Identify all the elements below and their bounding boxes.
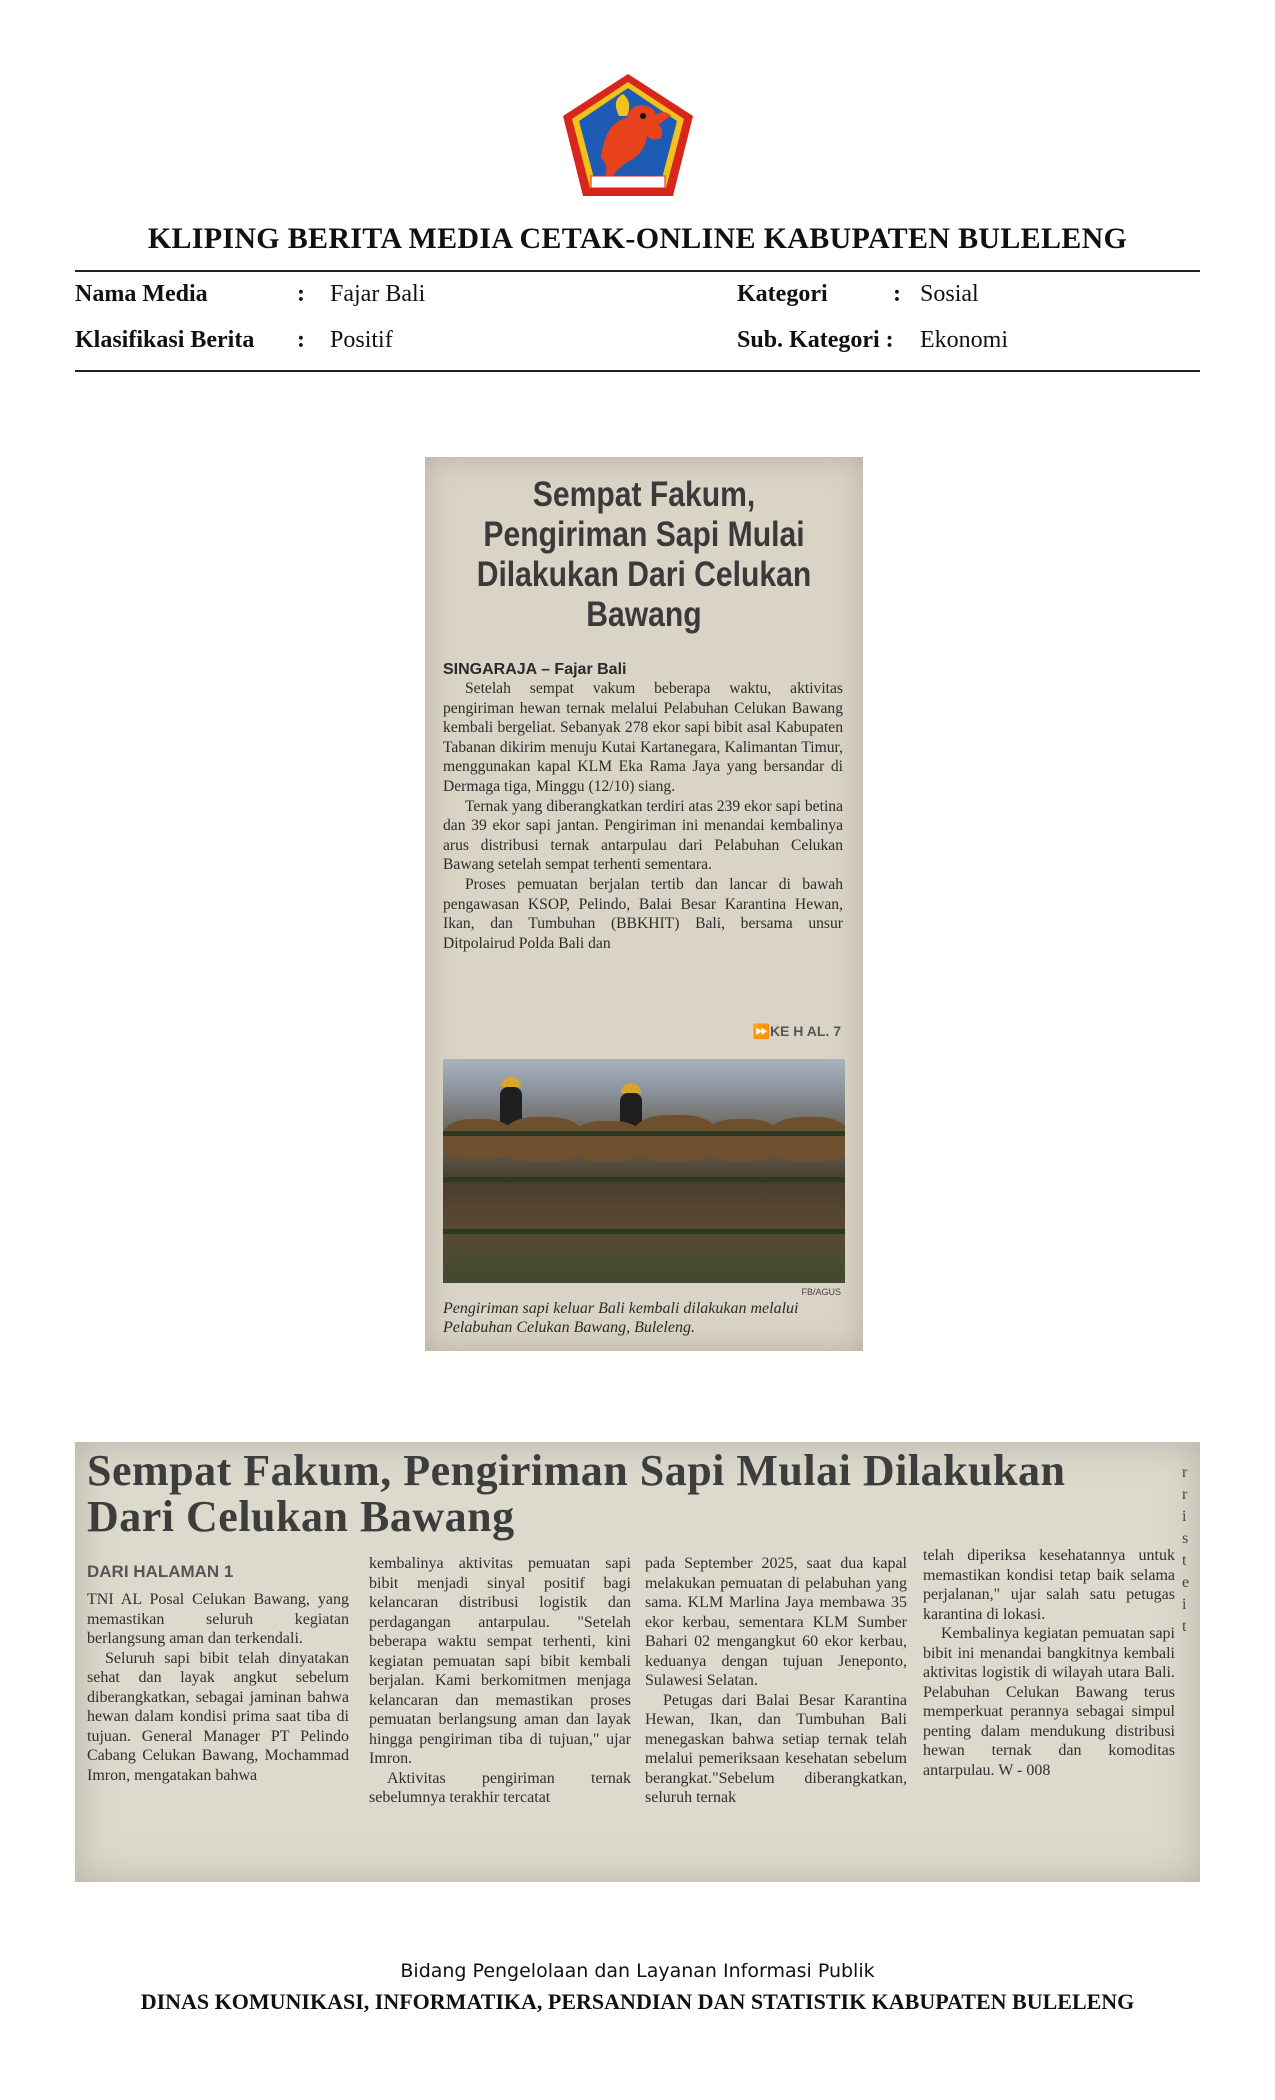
media-name-colon: : — [297, 281, 305, 307]
meta-divider — [75, 370, 1200, 372]
media-name-value: Fajar Bali — [330, 281, 426, 307]
clipping-front-page — [425, 457, 863, 1351]
page-title: KLIPING BERITA MEDIA CETAK-ONLINE KABUPATEN BULELENG — [147, 222, 1128, 255]
subcategory-value: Ekonomi — [920, 327, 1008, 353]
article-column-3 — [645, 1554, 907, 1808]
continued-headline: Sempat Fakum, Pengiriman Sapi Mulai Dilakukan Dari Celukan Bawang — [87, 1446, 1066, 1541]
continued-on-page: ⏩KE H AL. 7 — [752, 1023, 841, 1039]
article-paragraph: kembalinya aktivitas pemuatan sapi bibit menjadi sinyal positif bagi kelancaran distribusi logistik dan perdagangan antarpulau. "Setelah beberapa waktu sempat terhenti, kini kegiatan pemuatan sapi bibit kembali berjalan. Kami berkomitmen menjaga kelancaran dan memastikan proses pemuatan berlangsung aman dan layak hingga pengiriman tiba di tujuan," ujar Imron. — [369, 1555, 631, 1767]
photo-caption: Pengiriman sapi keluar Bali kembali dilakukan melalui Pelabuhan Celukan Bawang, Buleleng. — [443, 1300, 799, 1336]
from-page-label: DARI HALAMAN 1 — [87, 1562, 234, 1581]
article-paragraph: Ternak yang diberangkatkan terdiri atas 239 ekor sapi betina dan 39 ekor sapi jantan. Pengiriman ini menandai kembalinya arus distribusi ternak antarpulau dari Pelabuhan Celukan Bawang setelah sempat terhenti sementara. — [443, 797, 843, 874]
footer-department: Bidang Pengelolaan dan Layanan Informasi Publik — [400, 1960, 875, 1982]
article-column-4 — [923, 1546, 1175, 1780]
category-colon: : — [893, 281, 901, 307]
article-paragraph: Proses pemuatan berjalan tertib dan lancar di bawah pengawasan KSOP, Pelindo, Balai Besar Karantina Hewan, Ikan, dan Tumbuhan (BBKHIT) Bali, bersama unsur Ditpolairud Polda Bali dan — [443, 875, 843, 952]
article-paragraph: Petugas dari Balai Besar Karantina Hewan, Ikan, dan Tumbuhan Bali menegaskan bahwa setiap ternak telah melalui pemeriksaan kesehatan sebelum berangkat."Sebelum diberangkatkan, seluruh ternak — [645, 1691, 907, 1806]
article-paragraph: Seluruh sapi bibit telah dinyatakan sehat dan layak angkut sebelum diberangkatkan, sebagai jaminan bahwa hewan dalam kondisi prima saat tiba di tujuan. General Manager PT Pelindo Cabang Celukan Bawang, Mochammad Imron, mengatakan bahwa — [87, 1649, 349, 1784]
article-dateline: SINGARAJA – Fajar Bali — [443, 661, 627, 678]
article-paragraph: telah diperiksa kesehatannya untuk memastikan kondisi tetap baik selama perjalanan," ujar salah satu petugas karantina di lokasi. — [923, 1547, 1175, 1623]
category-label: Kategori — [737, 281, 828, 307]
subcategory-label: Sub. Kategori : — [737, 327, 894, 353]
footer-agency: DINAS KOMUNIKASI, INFORMATIKA, PERSANDIAN DAN STATISTIK KABUPATEN BULELENG — [140, 1989, 1135, 2014]
article-body — [443, 679, 843, 953]
article-column-2 — [369, 1554, 631, 1808]
article-column-1 — [87, 1590, 349, 1785]
article-paragraph: Kembalinya kegiatan pemuatan sapi bibit ini menandai bangkitnya kembali aktivitas logistik di wilayah utara Bali. Pelabuhan Celukan Bawang terus memperkuat perannya sebagai simpul penting dalam mendukung distribusi hewan ternak dan komoditas antarpulau. W - 008 — [923, 1625, 1175, 1779]
article-headline: Sempat Fakum, Pengiriman Sapi Mulai Dilakukan Dari Celukan Bawang — [476, 475, 812, 634]
article-paragraph: Setelah sempat vakum beberapa waktu, aktivitas pengiriman hewan ternak melalui Pelabuhan Celukan Bawang kembali bergeliat. Sebanyak 278 ekor sapi bibit asal Kabupaten Tabanan dikirim menuju Kutai Kartanegara, Kalimantan Timur, menggunakan kapal KLM Eka Rama Jaya yang bersandar di Dermaga tiga, Minggu (12/10) siang. — [443, 680, 843, 795]
news-classification-value: Positif — [330, 327, 393, 353]
article-paragraph: Aktivitas pengiriman ternak sebelumnya terakhir tercatat — [369, 1769, 631, 1806]
clipping-continued-page — [75, 1442, 1200, 1882]
photo-credit: FB/AGUS — [801, 1287, 841, 1297]
media-name-label: Nama Media — [75, 281, 208, 307]
header-divider — [75, 270, 1200, 272]
news-classification-colon: : — [297, 327, 305, 353]
adjacent-column-edge: r r i s t e i t — [1182, 1464, 1190, 1635]
news-classification-label: Klasifikasi Berita — [75, 327, 255, 353]
cattle-loading-photo — [443, 1059, 845, 1283]
article-paragraph: pada September 2025, saat dua kapal melakukan pemuatan di pelabuhan yang sama. KLM Marlina Jaya membawa 35 ekor kerbau, sementara KLM Sumber Bahari 02 mengangkut 60 ekor kerbau, keduanya dengan tujuan Jeneponto, Sulawesi Selatan. — [645, 1555, 907, 1689]
category-value: Sosial — [920, 281, 979, 307]
article-paragraph: TNI AL Posal Celukan Bawang, yang memastikan seluruh kegiatan berlangsung aman dan terkendali. — [87, 1591, 349, 1647]
regency-logo — [561, 72, 695, 198]
buleleng-regency-crest-icon — [561, 72, 695, 198]
